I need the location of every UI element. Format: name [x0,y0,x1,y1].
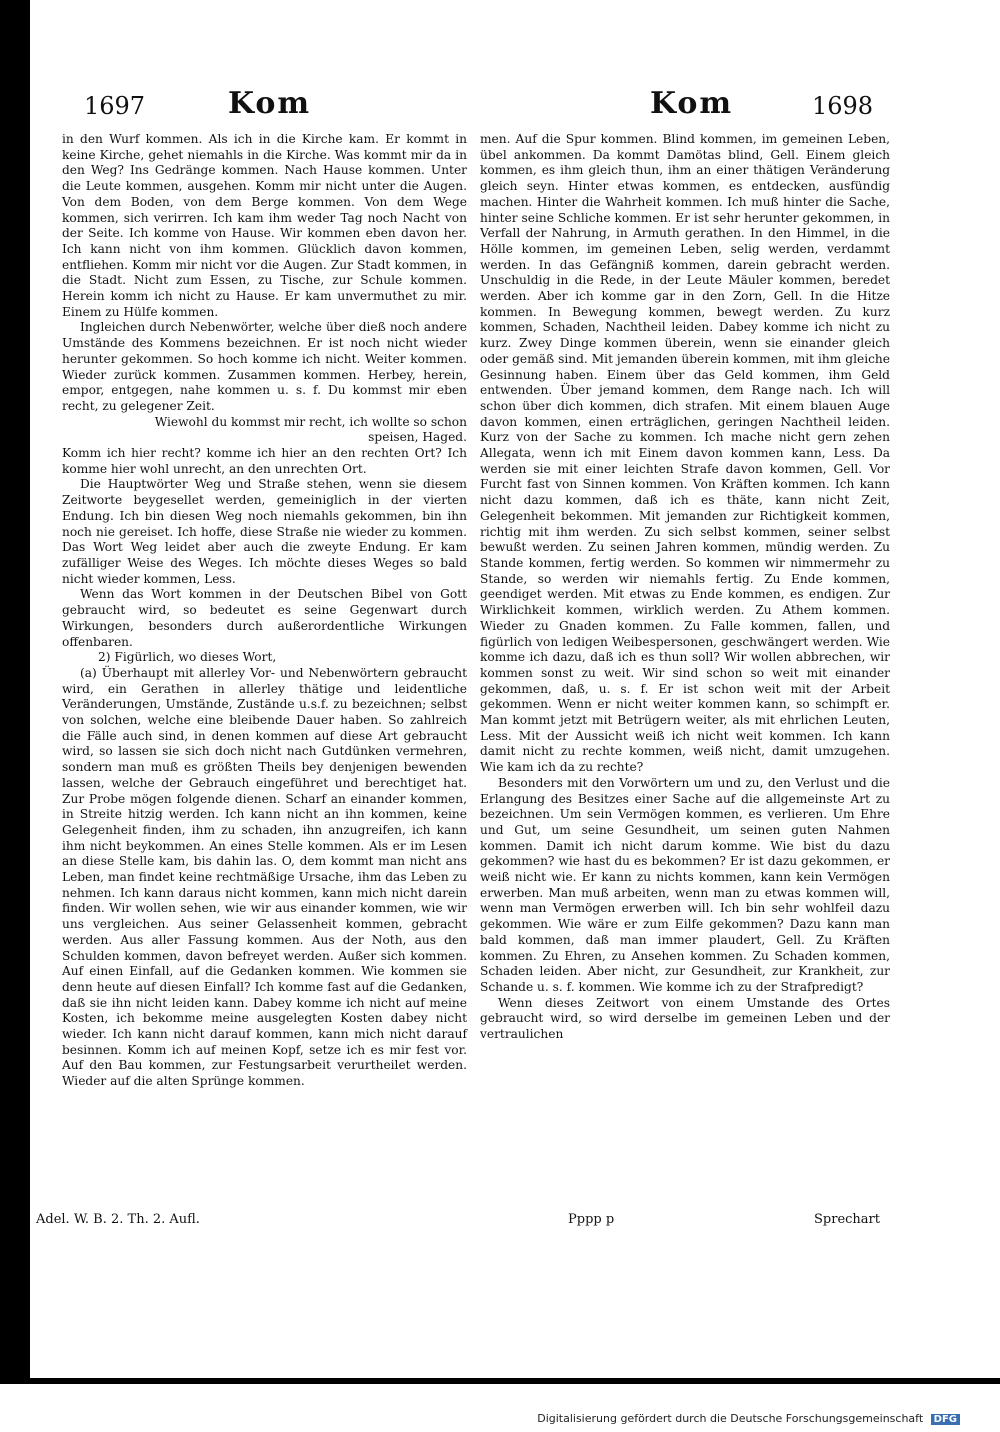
paragraph: Komm ich hier recht? komme ich hier an den rechten Ort? Ich komme hier wohl unrecht, an den unrechten Ort. [62,446,467,476]
paragraph: men. Auf die Spur kommen. Blind kommen, im gemeinen Leben, übel ankommen. Da kommt Damötas blind, Gell. Einem gleich kommen, es ihm gleich thun, ihm an einer thätigen Veränderung gleich seyn. Hinter etwas kommen, es entdecken, ausfündig machen. Hinter die Wahrheit kommen. Ich muß hinter die Sache, hinter seine Schliche kommen. Er ist sehr herunter gekommen, in Verfall der Nahrung, in Armuth gerathen. In den Himmel, in die Hölle kommen, im gemeinen Leben, selig werden, verdammt werden. In das Gefängniß kommen, darein gebracht werden. Unschuldig in die Rede, in der Leute Mäuler kommen, beredet werden. Aber ich komme gar in den Zorn, Gell. In die Hitze kommen. In Bewegung kommen, bewegt werden. Zu kurz kommen, Schaden, Nachtheil leiden. Dabey komme ich nicht zu kurz. Zwey Dinge kommen überein, wenn sie einander gleich oder gemäß sind. Mit jemanden überein kommen, mit ihm gleiche Gesinnung haben. Einem über das Geld kommen, ihm Geld entwenden. Über jemand kommen, dem Range nach. Ich will schon über dich kommen, dich strafen. Mit einem blauen Auge davon kommen, einen erträglichen, geringen Nachtheil leiden. Kurz von der Sache zu kommen. Ich mache nicht gern zehen Allegata, wenn ich mit Einem davon kommen kann, Less. Da werden sie mit einer leichten Strafe davon kommen, Gell. Vor Furcht fast von Sinnen kommen. Von Kräften kommen. Ich kann nicht dazu kommen, daß ich es thäte, kann nicht Zeit, Gelegenheit bekommen. Mit jemanden zur Richtigkeit kommen, richtig mit ihm werden. Zu sich selbst kommen, seiner selbst bewußt werden. Zu seinen Jahren kommen, mündig werden. Zu Stande kommen, fertig werden. So kommen wir nimmermehr zu Stande, so werden wir niemahls fertig. Zu Ende kommen, geendiget werden. Mit etwas zu Ende kommen, es endigen. Zur Wirklichkeit kommen, wirklich werden. Zu Athem kommen. Wieder zu Gnaden kommen. Zu Falle kommen, fallen, und figürlich von ledigen Weibespersonen, geschwängert werden. Wie komme ich dazu, daß ich es thun soll? Wir wollen abbrechen, wir kommen sonst zu weit. Wir sind schon so weit mit einander gekommen, daß, u. s. f. Er ist schon weit mit der Arbeit gekommen. Wenn er nicht weiter kommen kann, so schimpft er. Man kommt jetzt mit Betrügern weiter, als mit ehrlichen Leuten, Less. Mit der Aussicht weiß ich nicht weit kommen. Ich kann damit nicht zu rechte kommen, weiß nicht, damit umzugehen. Wie kam ich da zu rechte? [480,132,890,775]
catchword-left: Kom [228,86,312,121]
signature-gathering: Pppp p [568,1212,615,1227]
catchword-right: Kom [650,86,734,121]
scan-edge-bottom [0,1378,1000,1384]
page-number-right: 1698 [812,92,874,120]
paragraph: (a) Überhaupt mit allerley Vor- und Nebenwörtern gebraucht wird, ein Gerathen in allerley thätige und leidentliche Veränderungen, Umstände, Zustände u.s.f. zu bezeichnen; selbst von solchen, welche eine bleibende Dauer haben. So zahlreich die Fälle auch sind, in denen kommen auf diese Art gebraucht wird, so lassen sie sich doch nicht nach Gutdünken vermehren, sondern man muß es größten Theils bey denjenigen bewenden lassen, welche der Gebrauch eingeführet und berechtiget hat. Zur Probe mögen folgende dienen. Scharf an einander kommen, in Streite hitzig werden. Ich kann nicht an ihn kommen, keine Gelegenheit finden, ihm zu schaden, ihn anzugreifen, ich kann ihm nicht beykommen. An eines Stelle kommen. Als er im Lesen an diese Stelle kam, bis dahin las. O, dem kommt man nicht ans Leben, man findet keine rechtmäßige Ursache, ihm das Leben zu nehmen. Ich kann daraus nicht kommen, kann mich nicht darein finden. Wir wollen sehen, wie wir aus einander kommen, wie wir uns vergleichen. Aus seiner Gelassenheit kommen, gebracht werden. Aus aller Fassung kommen. Aus der Noth, aus den Schulden kommen, davon befreyet werden. Außer sich kommen. Auf einen Einfall, auf die Gedanken kommen. Wie kommen sie denn heute auf diesen Einfall? Ich komme fast auf die Gedanken, daß sie ihn nicht leiden kann. Dabey komme ich nicht auf meine Kosten, ich bekomme meine ausgelegten Kosten dabey nicht wieder. Ich kann nicht darauf kommen, kann mich nicht darauf besinnen. Komm ich auf meinen Kopf, setze ich es mir fest vor. Auf den Bau kommen, zur Festungsarbeit verurtheilet werden. Wieder auf die alten Sprünge kommen. [62,665,467,1089]
paragraph: Besonders mit den Vorwörtern um und zu, den Verlust und die Erlangung des Besitzes einer Sache auf die allgemeinste Art zu bezeichnen. Um sein Vermögen kommen, es verlieren. Um Ehre und Gut, um seine Gesundheit, um seinen guten Nahmen kommen. Damit ich nicht darum komme. Wie bist du dazu gekommen? wie hast du es bekommen? Er ist dazu gekommen, er weiß nicht wie. Er kann zu nichts kommen, kann kein Vermögen erwerben. Man muß arbeiten, wenn man zu etwas kommen will, wenn man Vermögen erwerben will. Ich bin sehr wohlfeil dazu gekommen. Wie wäre er zum Eilfe gekommen? Dazu kann man bald kommen, daß man immer plaudert, Gell. Zu Kräften kommen. Zu Ehren, zu Ansehen kommen. Zu Schaden kommen, Schaden leiden. Aber nicht, zur Gesundheit, zur Krankheit, zur Schande u. s. f. kommen. Wie komme ich zu der Strafpredigt? [480,775,890,994]
signature-mark: Adel. W. B. 2. Th. 2. Aufl. [36,1212,200,1227]
page-number-left: 1697 [84,92,146,120]
paragraph: in den Wurf kommen. Als ich in die Kirche kam. Er kommt in keine Kirche, gehet niemahls in die Kirche. Was kommt mir da in den Weg? Ins Gedränge kommen. Nach Hause kommen. Unter die Leute kommen, ausgehen. Komm mir nicht unter die Augen. Von dem Boden, von dem Berge kommen. Von dem Wege kommen, sich verirren. Ich kam ihm weder Tag noch Nacht von der Seite. Ich komme von Hause. Wir kommen eben davon her. Ich kann nicht von ihm kommen. Glücklich davon kommen, entfliehen. Komm mir nicht vor die Augen. Zur Stadt kommen, in die Stadt. Nicht zum Essen, zu Tische, zur Schule kommen. Herein komm ich nicht zu Hause. Er kam unvermuthet zu mir. Einem zu Hülfe kommen. [62,132,467,319]
scan-edge-left [0,0,30,1380]
funding-footer [537,1412,960,1425]
catchword-bottom: Sprechart [814,1212,880,1227]
quotation: Wiewohl du kommst mir recht, ich wollte so schon speisen, Haged. [154,414,467,445]
footer-text: Digitalisierung gefördert durch die Deutsche Forschungsgemeinschaft [537,1412,924,1425]
paragraph: Wenn das Wort kommen in der Deutschen Bibel von Gott gebraucht wird, so bedeutet es seine Gegenwart durch Wirkungen, besonders durch außerordentliche Wirkungen offenbaren. [62,587,467,649]
paragraph: Ingleichen durch Nebenwörter, welche über dieß noch andere Umstände des Kommens bezeichnen. Er ist noch nicht wieder herunter gekommen. So hoch komme ich nicht. Weiter kommen. Wieder zurück kommen. Zusammen kommen. Herbey, herein, empor, entgegen, nahe kommen u. s. f. Du kommst mir eben recht, zu gelegener Zeit. [62,320,467,413]
text-column-left [62,132,467,1090]
text-column-right [480,132,890,1043]
dfg-logo: DFG [931,1414,960,1425]
section-heading: 2) Figürlich, wo dieses Wort, [98,650,277,665]
paragraph: Wenn dieses Zeitwort von einem Umstande des Ortes gebraucht wird, so wird derselbe im gemeinen Leben und der vertraulichen [480,995,890,1042]
paragraph: Die Hauptwörter Weg und Straße stehen, wenn sie diesem Zeitworte beygesellet werden, gemeiniglich in der vierten Endung. Ich bin diesen Weg noch niemahls gekommen, bin ihn noch nie gereiset. Ich hoffe, diese Straße nie wieder zu kommen. Das Wort Weg leidet aber auch die zweyte Endung. Er kam zufälliger Weise des Weges. Ich möchte dieses Weges so bald nicht wieder kommen, Less. [62,477,467,586]
